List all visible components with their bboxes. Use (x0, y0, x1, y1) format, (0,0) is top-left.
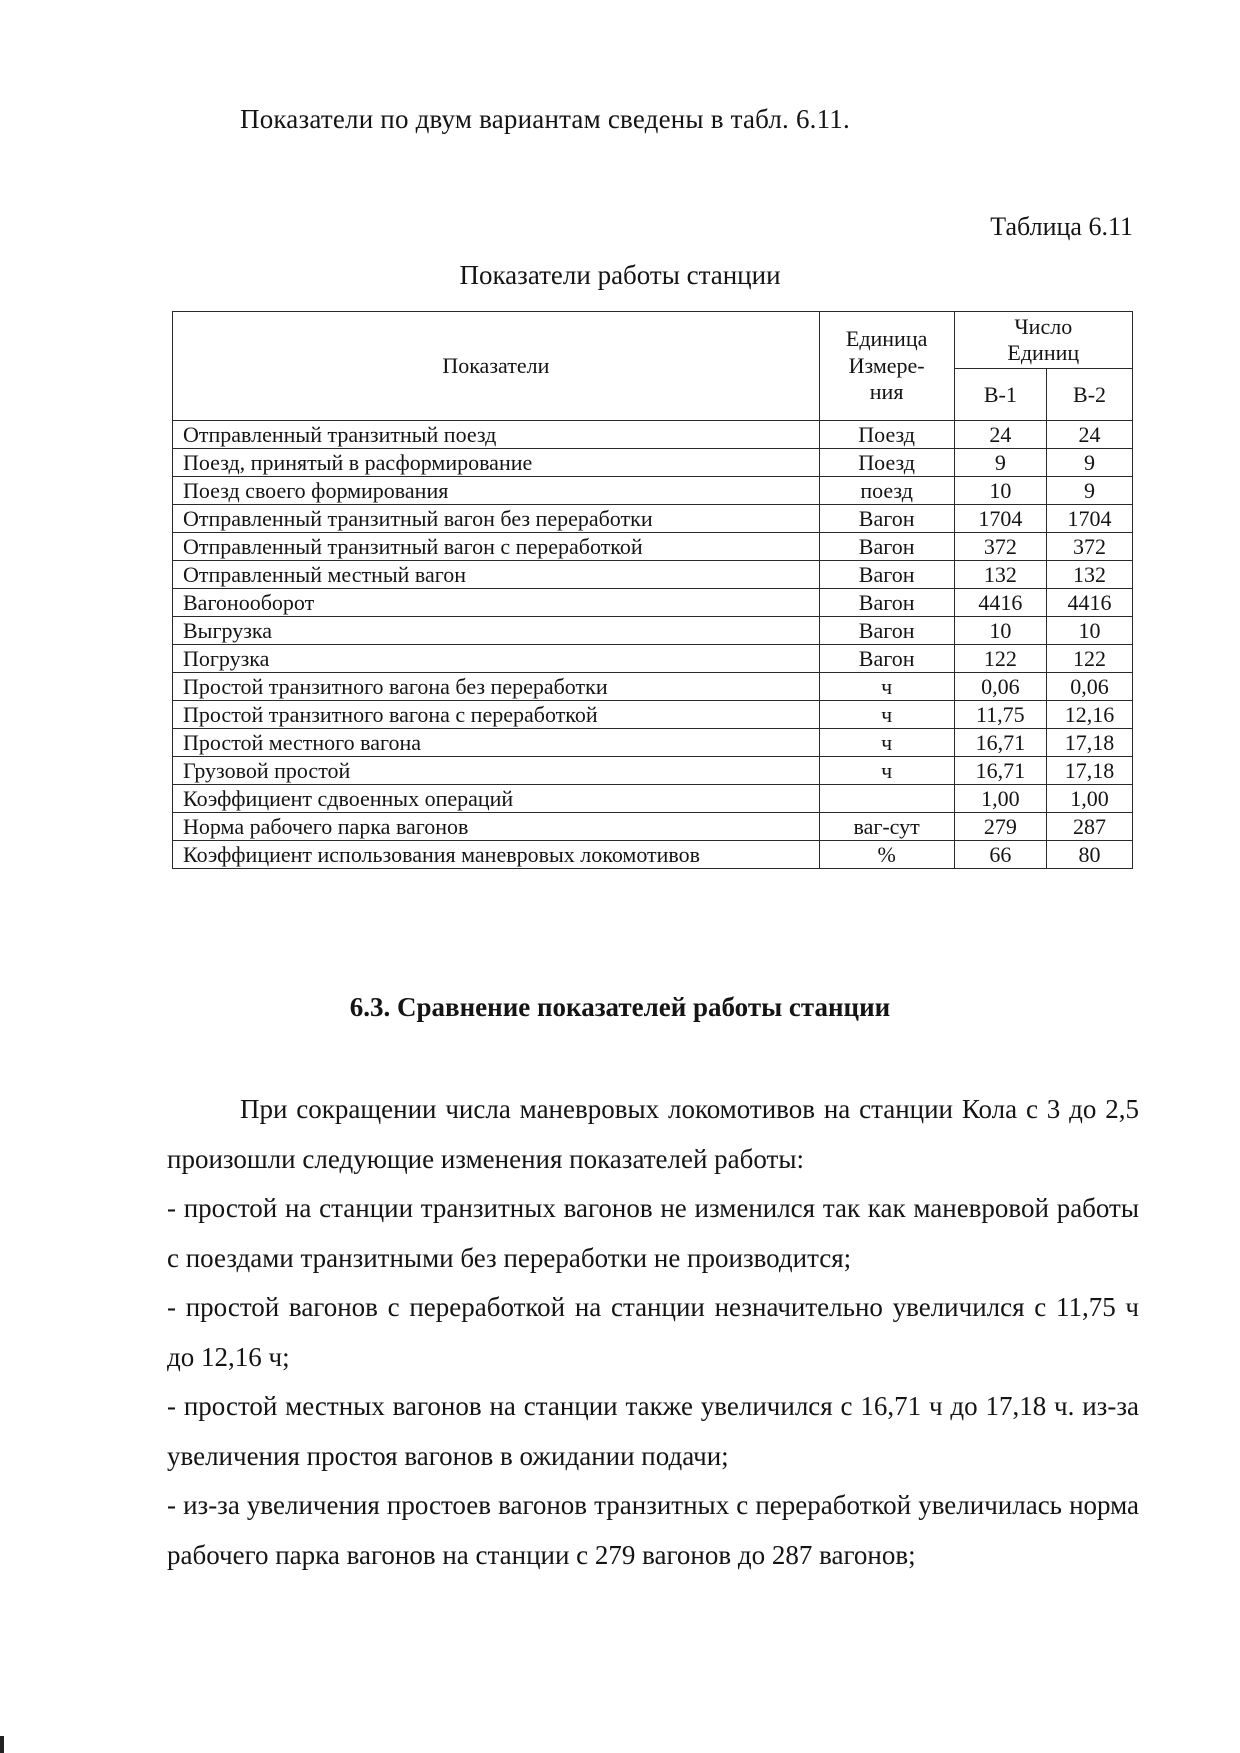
indicator-cell: Поезд, принятый в расформирование (173, 449, 820, 477)
unit-cell: ч (819, 701, 954, 729)
indicator-cell: Коэффициент использования маневровых локомотивов (173, 841, 820, 869)
header-count-line1: Число (1014, 313, 1073, 339)
indicator-cell: Норма рабочего парка вагонов (173, 813, 820, 841)
table-row (173, 645, 1133, 673)
body-text (167, 1085, 1139, 1580)
unit-cell: Вагон (819, 533, 954, 561)
value-v2-cell: 287 (1047, 813, 1133, 841)
table-row (173, 673, 1133, 701)
indicator-cell: Отправленный транзитный поезд (173, 421, 820, 449)
header-unit-line3: ния (869, 379, 904, 405)
unit-cell: ч (819, 729, 954, 757)
paragraph: - простой на станции транзитных вагонов не изменился так как маневровой работы с поездами транзитными без переработки не производится; (167, 1193, 1139, 1273)
value-v1-cell: 16,71 (954, 729, 1047, 757)
table-title: Показатели работы станции (459, 260, 781, 290)
indicator-cell: Отправленный транзитный вагон с переработкой (173, 533, 820, 561)
header-v1: В-1 (954, 369, 1047, 421)
intro-text: Показатели по двум вариантам сведены в табл. 6.11. (240, 104, 850, 134)
header-v2: В-2 (1047, 369, 1133, 421)
table-row (173, 533, 1133, 561)
unit-cell: Поезд (819, 449, 954, 477)
value-v2-cell: 24 (1047, 421, 1133, 449)
indicator-cell: Простой местного вагона (173, 729, 820, 757)
value-v1-cell: 122 (954, 645, 1047, 673)
indicator-cell: Коэффициент сдвоенных операций (173, 785, 820, 813)
value-v2-cell: 17,18 (1047, 757, 1133, 785)
unit-cell: Вагон (819, 645, 954, 673)
paragraph: - из-за увеличения простоев вагонов транзитных с переработкой увеличилась норма рабочего парка вагонов на станции с 279 вагонов до 287 вагонов; (167, 1490, 1139, 1570)
header-unit-line2: Измере- (848, 352, 925, 378)
indicator-cell: Отправленный транзитный вагон без переработки (173, 505, 820, 533)
table-row (173, 477, 1133, 505)
table-row (173, 561, 1133, 589)
indicator-cell: Отправленный местный вагон (173, 561, 820, 589)
value-v2-cell: 9 (1047, 477, 1133, 505)
indicators-table (172, 311, 1133, 869)
unit-cell (819, 785, 954, 813)
value-v1-cell: 24 (954, 421, 1047, 449)
table-row (173, 701, 1133, 729)
unit-cell: Поезд (819, 421, 954, 449)
unit-cell: поезд (819, 477, 954, 505)
unit-cell: ваг-сут (819, 813, 954, 841)
table-row (173, 729, 1133, 757)
value-v1-cell: 9 (954, 449, 1047, 477)
indicator-cell: Поезд своего формирования (173, 477, 820, 505)
table-row (173, 505, 1133, 533)
value-v2-cell: 372 (1047, 533, 1133, 561)
header-unit (819, 312, 954, 421)
value-v2-cell: 17,18 (1047, 729, 1133, 757)
value-v1-cell: 4416 (954, 589, 1047, 617)
value-v2-cell: 80 (1047, 841, 1133, 869)
value-v2-cell: 12,16 (1047, 701, 1133, 729)
table-row (173, 841, 1133, 869)
value-v1-cell: 66 (954, 841, 1047, 869)
header-count-line2: Единиц (1007, 340, 1080, 365)
value-v2-cell: 132 (1047, 561, 1133, 589)
table-row (173, 617, 1133, 645)
indicator-cell: Грузовой простой (173, 757, 820, 785)
table-row (173, 449, 1133, 477)
value-v2-cell: 122 (1047, 645, 1133, 673)
value-v2-cell: 10 (1047, 617, 1133, 645)
unit-cell: Вагон (819, 617, 954, 645)
value-v2-cell: 4416 (1047, 589, 1133, 617)
unit-cell: ч (819, 673, 954, 701)
indicator-cell: Выгрузка (173, 617, 820, 645)
indicator-cell: Погрузка (173, 645, 820, 673)
value-v1-cell: 372 (954, 533, 1047, 561)
value-v1-cell: 1,00 (954, 785, 1047, 813)
header-indicator: Показатели (173, 312, 820, 421)
indicator-cell: Простой транзитного вагона с переработкой (173, 701, 820, 729)
table-body (173, 421, 1133, 869)
table-row (173, 813, 1133, 841)
unit-cell: ч (819, 757, 954, 785)
value-v2-cell: 9 (1047, 449, 1133, 477)
table-row (173, 589, 1133, 617)
value-v1-cell: 10 (954, 477, 1047, 505)
indicator-cell: Простой транзитного вагона без переработки (173, 673, 820, 701)
unit-cell: Вагон (819, 589, 954, 617)
unit-cell: Вагон (819, 505, 954, 533)
value-v2-cell: 1704 (1047, 505, 1133, 533)
paragraph: - простой вагонов с переработкой на станции незначительно увеличился с 11,75 ч до 12,16 ч; (167, 1292, 1139, 1372)
value-v1-cell: 279 (954, 813, 1047, 841)
section-heading: 6.3. Сравнение показателей работы станции (349, 992, 891, 1022)
table-row (173, 421, 1133, 449)
value-v1-cell: 11,75 (954, 701, 1047, 729)
value-v1-cell: 0,06 (954, 673, 1047, 701)
paragraph: При сокращении числа маневровых локомотивов на станции Кола с 3 до 2,5 произошли следующие изменения показателей работы: (167, 1094, 1139, 1174)
header-unit-line1: Единица (845, 325, 928, 351)
paragraph: - простой местных вагонов на станции также увеличился с 16,71 ч до 17,18 ч. из-за увеличения простоя вагонов в ожидании подачи; (167, 1391, 1139, 1471)
value-v2-cell: 1,00 (1047, 785, 1133, 813)
table-label: Таблица 6.11 (990, 212, 1133, 241)
unit-cell: Вагон (819, 561, 954, 589)
value-v1-cell: 132 (954, 561, 1047, 589)
indicator-cell: Вагонооборот (173, 589, 820, 617)
value-v1-cell: 1704 (954, 505, 1047, 533)
unit-cell: % (819, 841, 954, 869)
value-v1-cell: 10 (954, 617, 1047, 645)
table-row (173, 757, 1133, 785)
scan-edge-mark (0, 1736, 4, 1753)
value-v1-cell: 16,71 (954, 757, 1047, 785)
value-v2-cell: 0,06 (1047, 673, 1133, 701)
header-count (954, 312, 1132, 369)
table-row (173, 785, 1133, 813)
